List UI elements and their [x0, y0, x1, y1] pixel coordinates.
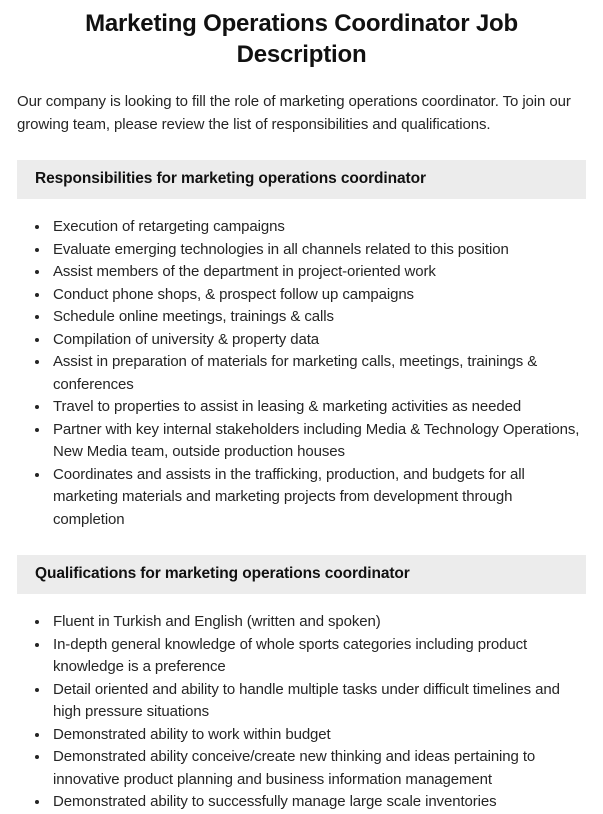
list-item: • Demonstrated ability to successfully manage large scale inventories	[50, 791, 586, 814]
list-item: • Execution of retargeting campaigns	[50, 216, 586, 239]
list-item: • Evaluate emerging technologies in all channels related to this position	[50, 239, 586, 262]
page-title: Marketing Operations Coordinator Job Description	[85, 10, 518, 68]
list-item: • In-depth general knowledge of whole sports categories including product knowledge is a preference	[50, 634, 586, 679]
responsibilities-heading: Responsibilities for marketing operations coordinator	[17, 160, 586, 199]
qualifications-section	[17, 555, 586, 814]
qualifications-list	[17, 611, 586, 814]
list-item: • Partner with key internal stakeholders including Media & Technology Operations, New Media team, outside production houses	[50, 419, 586, 464]
intro-paragraph: Our company is looking to fill the role of marketing operations coordinator. To join our growing team, please review the list of responsibilities and qualifications.	[17, 93, 571, 133]
list-item: • Detail oriented and ability to handle multiple tasks under difficult timelines and high pressure situations	[50, 679, 586, 724]
list-item: • Travel to properties to assist in leasing & marketing activities as needed	[50, 396, 586, 419]
list-item: • Assist in preparation of materials for marketing calls, meetings, trainings & conferences	[50, 351, 586, 396]
list-item: • Compilation of university & property data	[50, 329, 586, 352]
list-item: • Demonstrated ability to work within budget	[50, 724, 586, 747]
qualifications-heading: Qualifications for marketing operations coordinator	[17, 555, 586, 594]
list-item: • Conduct phone shops, & prospect follow up campaigns	[50, 284, 586, 307]
list-item: • Fluent in Turkish and English (written and spoken)	[50, 611, 586, 634]
list-item: • Demonstrated ability conceive/create new thinking and ideas pertaining to innovative product planning and business information management	[50, 746, 586, 791]
list-item: • Schedule online meetings, trainings & calls	[50, 306, 586, 329]
list-item: • Coordinates and assists in the trafficking, production, and budgets for all marketing materials and marketing projects from development through completion	[50, 464, 586, 532]
responsibilities-section	[17, 160, 586, 531]
list-item: • Assist members of the department in project-oriented work	[50, 261, 586, 284]
responsibilities-list	[17, 216, 586, 531]
